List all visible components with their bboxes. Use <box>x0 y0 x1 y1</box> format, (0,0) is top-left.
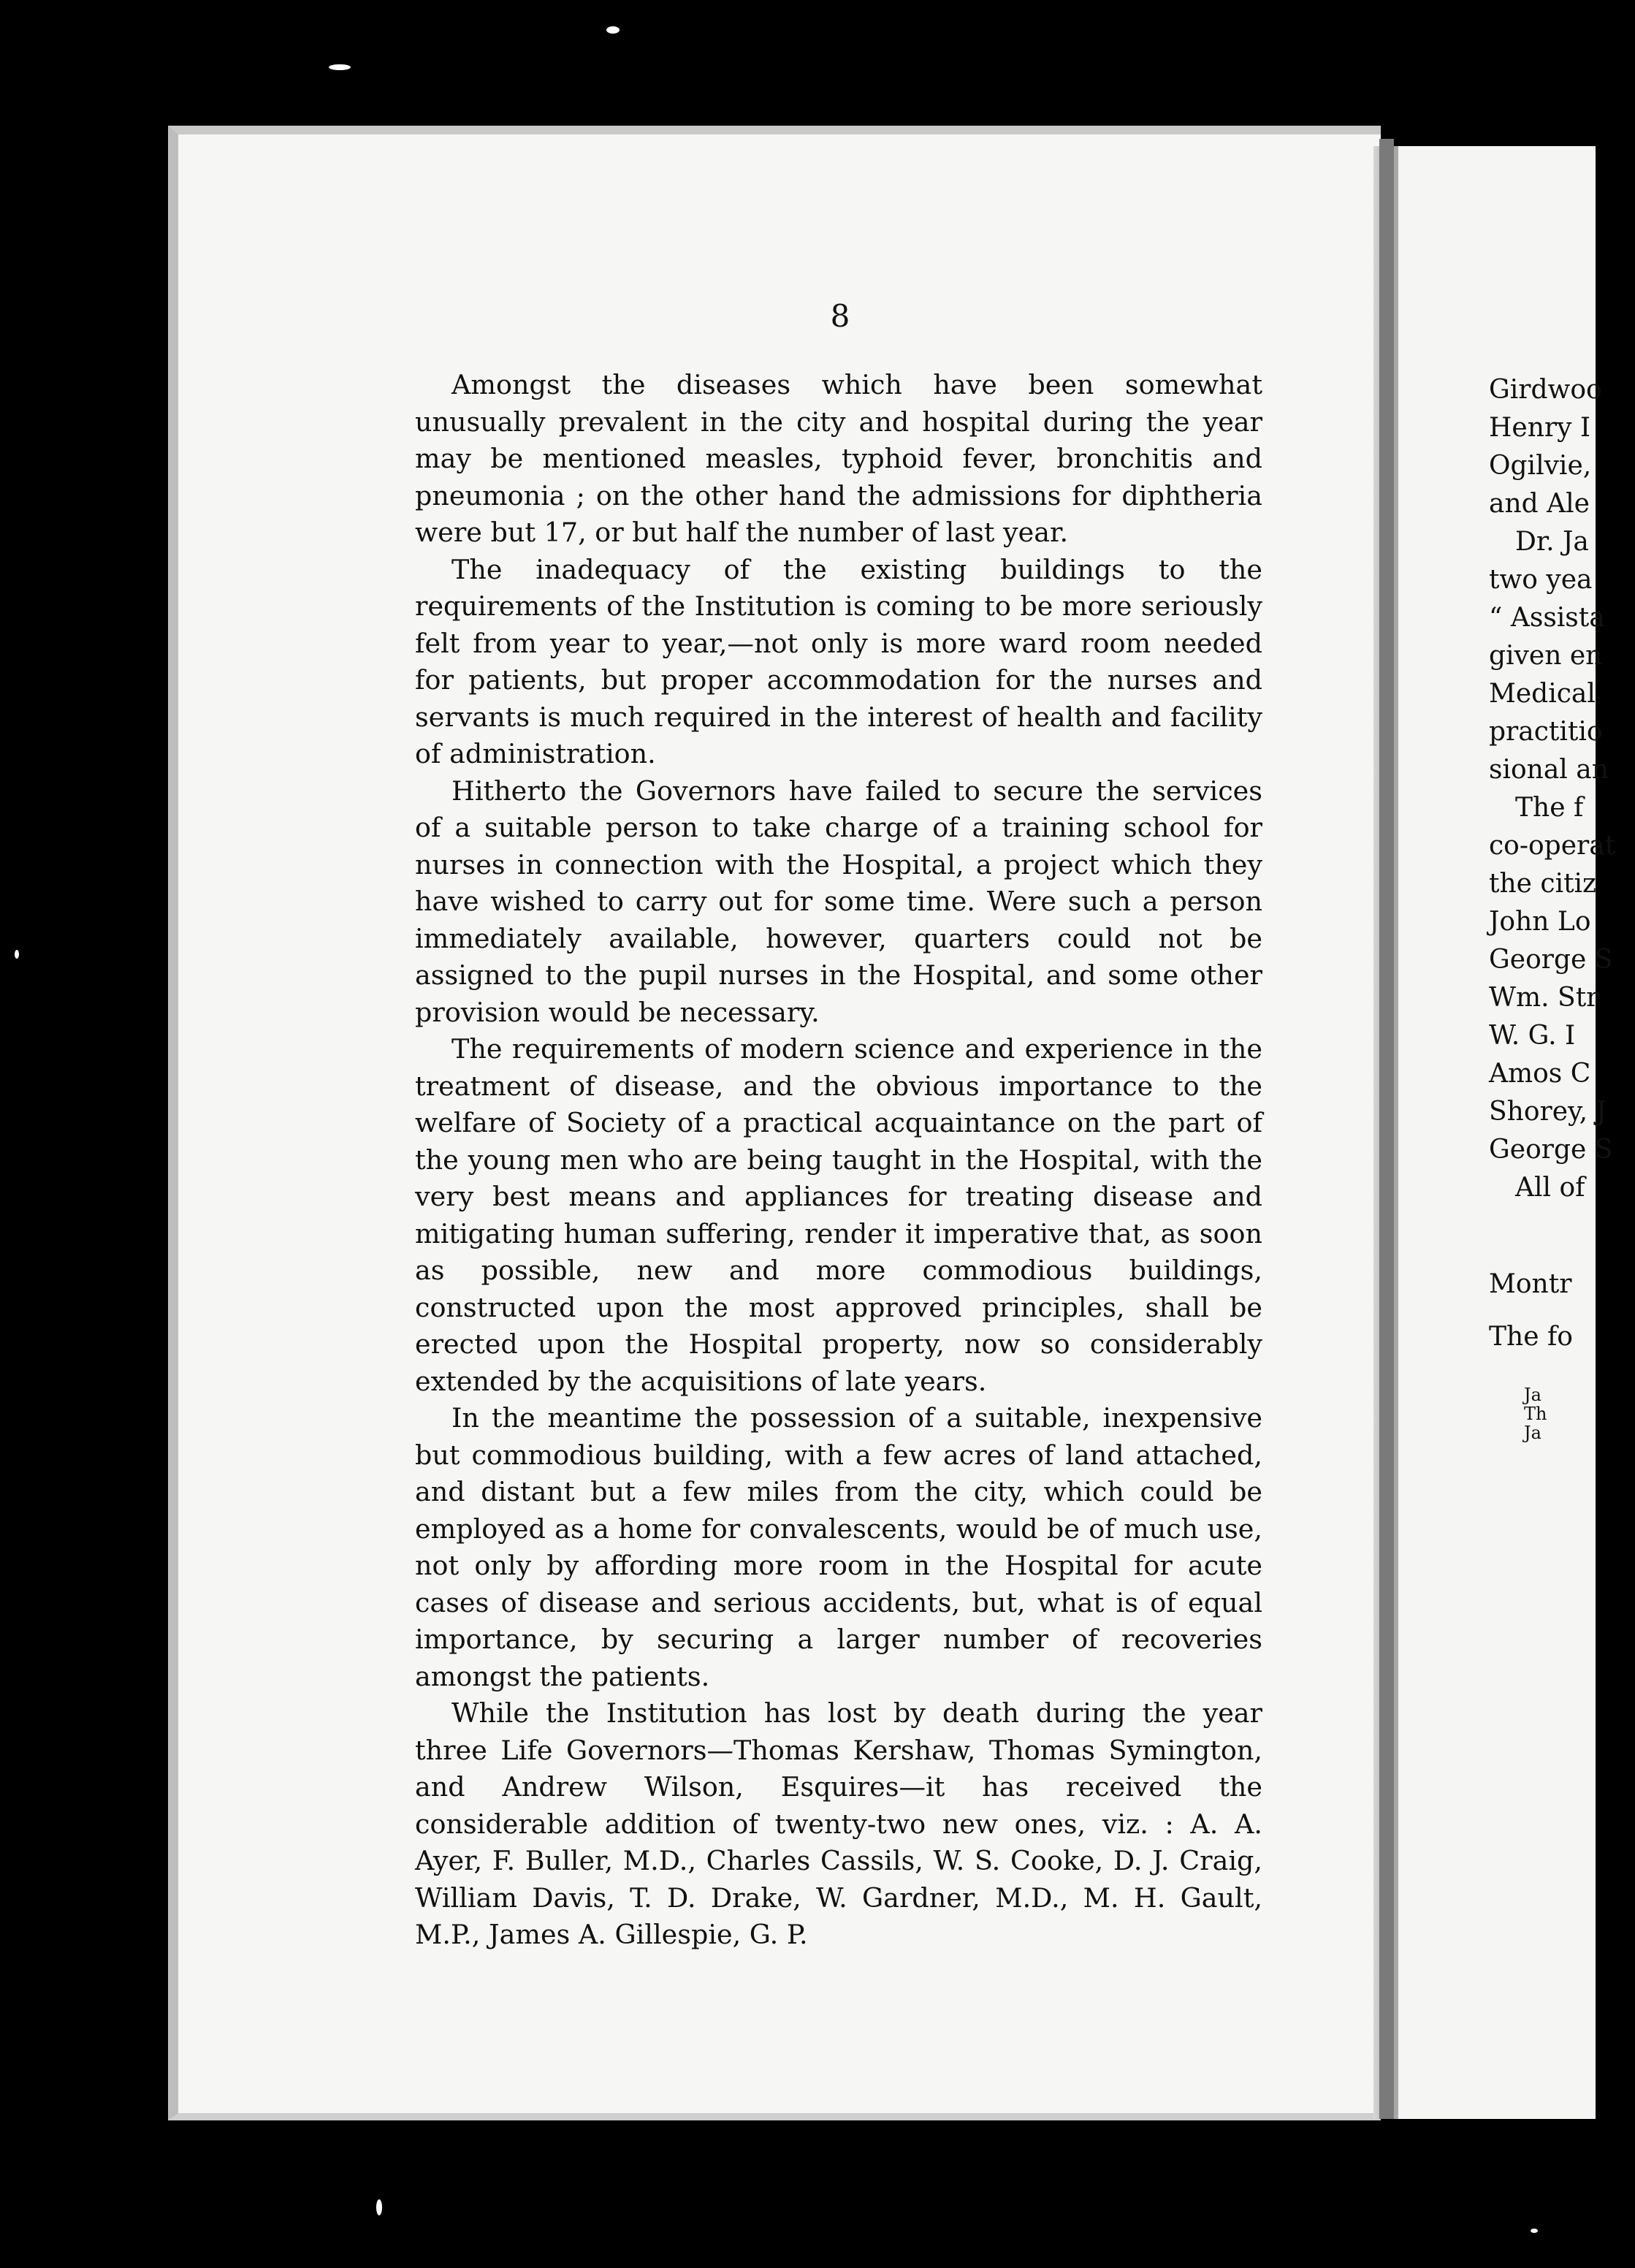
right-line: The f <box>1515 793 1584 823</box>
right-line: All of <box>1515 1173 1585 1203</box>
right-line: Amos C <box>1489 1059 1591 1089</box>
right-line: John Lo <box>1489 907 1591 937</box>
right-small-line: Ja <box>1524 1385 1541 1405</box>
right-line: Wm. Str <box>1489 983 1599 1013</box>
right-line: Girdwoo <box>1489 375 1602 405</box>
paragraph-1: Amongst the diseases which have been somewhat unusually prevalent in the city and hospital during the year may be mentioned measles, typhoid fever, bronchitis and pneumonia ; on the other hand the admissions for diphtheria were but 17, or but half the number of last year. <box>415 369 1262 548</box>
right-line: George S <box>1489 1135 1613 1165</box>
right-page-text <box>1489 371 1635 1442</box>
right-line: two yea <box>1489 565 1593 595</box>
right-line: co-operat <box>1489 831 1616 861</box>
right-line: Shorey, J <box>1489 1097 1607 1127</box>
right-line: given en <box>1489 641 1603 671</box>
page-number: 8 <box>830 298 850 334</box>
right-line: W. G. I <box>1489 1021 1576 1051</box>
right-small-line: Ja <box>1524 1423 1541 1443</box>
right-line: The fo <box>1489 1322 1573 1352</box>
paragraph-2: The inadequacy of the existing buildings to the requirements of the Institution is coming to be more seriously felt from year to year,—not only is more ward room needed for patients, but proper accommodation for the nurses and servants is much required in the interest of health and facility of administration. <box>415 553 1262 769</box>
right-line: “ Assista <box>1489 603 1605 633</box>
dust-speck <box>1531 2229 1538 2233</box>
right-line: Dr. Ja <box>1515 527 1589 557</box>
paragraph-5: In the meantime the possession of a suitable, inexpensive but commodious building, with a few acres of land attached, and distant but a few miles from the city, which could be employed as a home for convalescents, would be of much use, not only by affording more room in the Hospital for acute cases of disease and serious accidents, but, what is of equal importance, by securing a larger number of recoveries amongst the patients. <box>415 1402 1262 1692</box>
right-line: and Ale <box>1489 489 1590 519</box>
right-small-line: Th <box>1524 1404 1547 1424</box>
right-line: the citiz <box>1489 869 1597 899</box>
paragraph-3: Hitherto the Governors have failed to secure the services of a suitable person to take charge of a training school for nurses in connection with the Hospital, a project which they have wished to carry out for some time. Were such a person immediately available, however, quarters could not be assigned to the pupil nurses in the Hospital, and some other provision would be necessary. <box>415 775 1262 1028</box>
dust-speck <box>606 26 620 34</box>
paragraph-6: While the Institution has lost by death during the year three Life Governors—Thomas Kershaw, Thomas Symington, and Andrew Wilson, Esquires—it has received the considerable addition of twenty-two new ones, viz. : A. A. Ayer, F. Buller, M.D., Charles Cassils, W. S. Cooke, D. J. Craig, William Davis, T. D. Drake, W. Gardner, M.D., M. H. Gault, M.P., James A. Gillespie, G. P. <box>415 1697 1262 1950</box>
left-page-body <box>415 367 1262 1954</box>
book-gutter <box>1379 139 1394 2119</box>
right-line: Montr <box>1489 1269 1572 1299</box>
right-line: Ogilvie, <box>1489 451 1592 481</box>
right-line: Medical <box>1489 679 1596 709</box>
paragraph-4: The requirements of modern science and experience in the treatment of disease, and the obvious importance to the welfare of Society of a practical acquaintance on the part of the young men who are being taught in the Hospital, with the very best means and appliances for treating disease and mitigating human suffering, render it imperative that, as soon as possible, new and more commodious buildings, constructed upon the most approved principles, shall be erected upon the Hospital property, now so considerably extended by the acquisitions of late years. <box>415 1033 1262 1397</box>
dust-speck <box>329 64 351 70</box>
right-line: George S <box>1489 945 1613 975</box>
dust-speck <box>15 950 19 959</box>
dust-speck <box>376 2199 382 2215</box>
right-line: sional an <box>1489 755 1609 785</box>
right-line: Henry I <box>1489 413 1591 443</box>
right-line: practitio <box>1489 717 1603 747</box>
